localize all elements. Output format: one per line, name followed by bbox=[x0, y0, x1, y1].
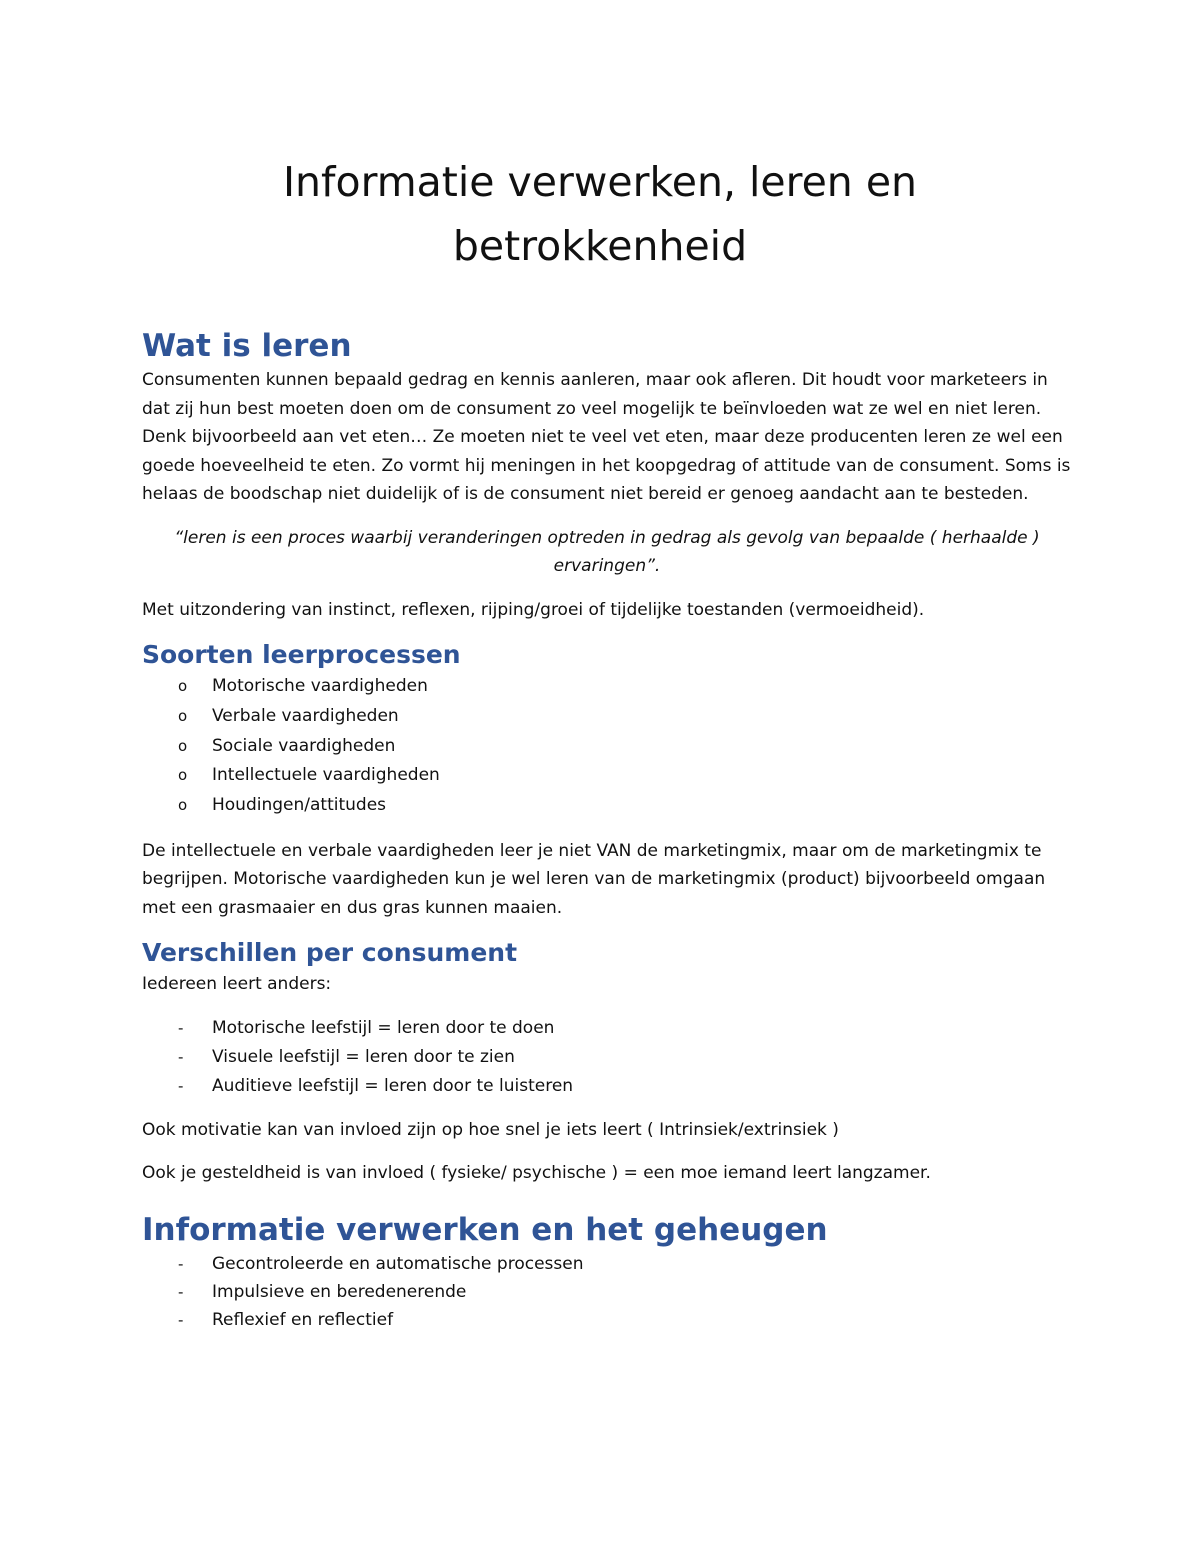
list-item: - Reflexief en reflectief bbox=[142, 1306, 1072, 1334]
bullet-marker: o bbox=[178, 766, 188, 785]
title-line-2: betrokkenheid bbox=[452, 222, 748, 270]
bullet-marker: o bbox=[178, 736, 188, 755]
bullet-marker: - bbox=[178, 1076, 184, 1095]
list-leerprocessen bbox=[142, 672, 1072, 821]
paragraph-motivatie: Ook motivatie kan van invloed zijn op hoe snel je iets leert ( Intrinsiek/extrinsiek ) bbox=[142, 1119, 839, 1140]
paragraph-intro: Consumenten kunnen bepaald gedrag en kennis aanleren, maar ook afleren. Dit houdt voor marketeers in dat zij hun best moeten doen om de consument zo veel mogelijk te beïnvloeden wat ze wel en niet leren. Denk bijvoorbeeld aan vet eten… Ze moeten niet te veel vet eten, maar deze producenten leren ze wel een goede hoeveelheid te eten. Zo vormt hij meningen in het koopgedrag of attitude van de consument. Soms is helaas de boodschap niet duidelijk of is de consument niet bereid er genoeg aandacht aan te besteden. bbox=[142, 370, 1071, 504]
bullet-marker: - bbox=[178, 1018, 184, 1037]
bullet-marker: - bbox=[178, 1254, 184, 1273]
bullet-marker: o bbox=[178, 677, 188, 695]
bullet-marker: - bbox=[178, 1047, 184, 1066]
paragraph-iedereen: Iedereen leert anders: bbox=[142, 974, 332, 995]
heading-soorten-leerprocessen: Soorten leerprocessen bbox=[142, 640, 461, 669]
heading-verschillen-per-consument: Verschillen per consument bbox=[142, 938, 518, 968]
document-body bbox=[142, 326, 1072, 1334]
bullet-marker: o bbox=[178, 706, 188, 725]
document-title bbox=[0, 150, 1200, 278]
bullet-marker: - bbox=[178, 1310, 184, 1329]
list-item: - Impulsieve en beredenerende bbox=[142, 1278, 1072, 1306]
list-processen bbox=[142, 1250, 1072, 1334]
paragraph-gesteldheid: Ook je gesteldheid is van invloed ( fysieke/ psychische ) = een moe iemand leert langzamer. bbox=[142, 1163, 931, 1184]
list-item: o Verbale vaardigheden bbox=[142, 702, 1072, 732]
list-item: - Visuele leefstijl = leren door te zien bbox=[142, 1043, 1072, 1072]
heading-informatie-verwerken: Informatie verwerken en het geheugen bbox=[142, 1211, 828, 1248]
paragraph-exception: Met uitzondering van instinct, reflexen, rijping/groei of tijdelijke toestanden (vermoeidheid). bbox=[142, 599, 925, 620]
list-item: o Motorische vaardigheden bbox=[142, 672, 1072, 702]
heading-wat-is-leren: Wat is leren bbox=[142, 328, 352, 364]
bullet-marker: o bbox=[178, 796, 188, 815]
list-item: o Sociale vaardigheden bbox=[142, 732, 1072, 762]
list-item: - Auditieve leefstijl = leren door te luisteren bbox=[142, 1072, 1072, 1101]
list-item: - Gecontroleerde en automatische processen bbox=[142, 1250, 1072, 1278]
paragraph-marketingmix: De intellectuele en verbale vaardigheden leer je niet VAN de marketingmix, maar om de marketingmix te begrijpen. Motorische vaardigheden kun je wel leren van de marketingmix (product) bijvoorbeeld omgaan met een grasmaaier en dus gras kunnen maaien. bbox=[142, 840, 1046, 918]
list-item: o Intellectuele vaardigheden bbox=[142, 761, 1072, 791]
list-item: - Motorische leefstijl = leren door te doen bbox=[142, 1014, 1072, 1043]
list-leefstijlen bbox=[142, 1014, 1072, 1101]
definition-quote: “leren is een proces waarbij veranderingen optreden in gedrag als gevolg van bepaalde ( herhaalde ) ervaringen”. bbox=[174, 527, 1040, 576]
list-item: o Houdingen/attitudes bbox=[142, 791, 1072, 821]
title-line-1: Informatie verwerken, leren en bbox=[282, 158, 918, 206]
bullet-marker: - bbox=[178, 1282, 184, 1301]
